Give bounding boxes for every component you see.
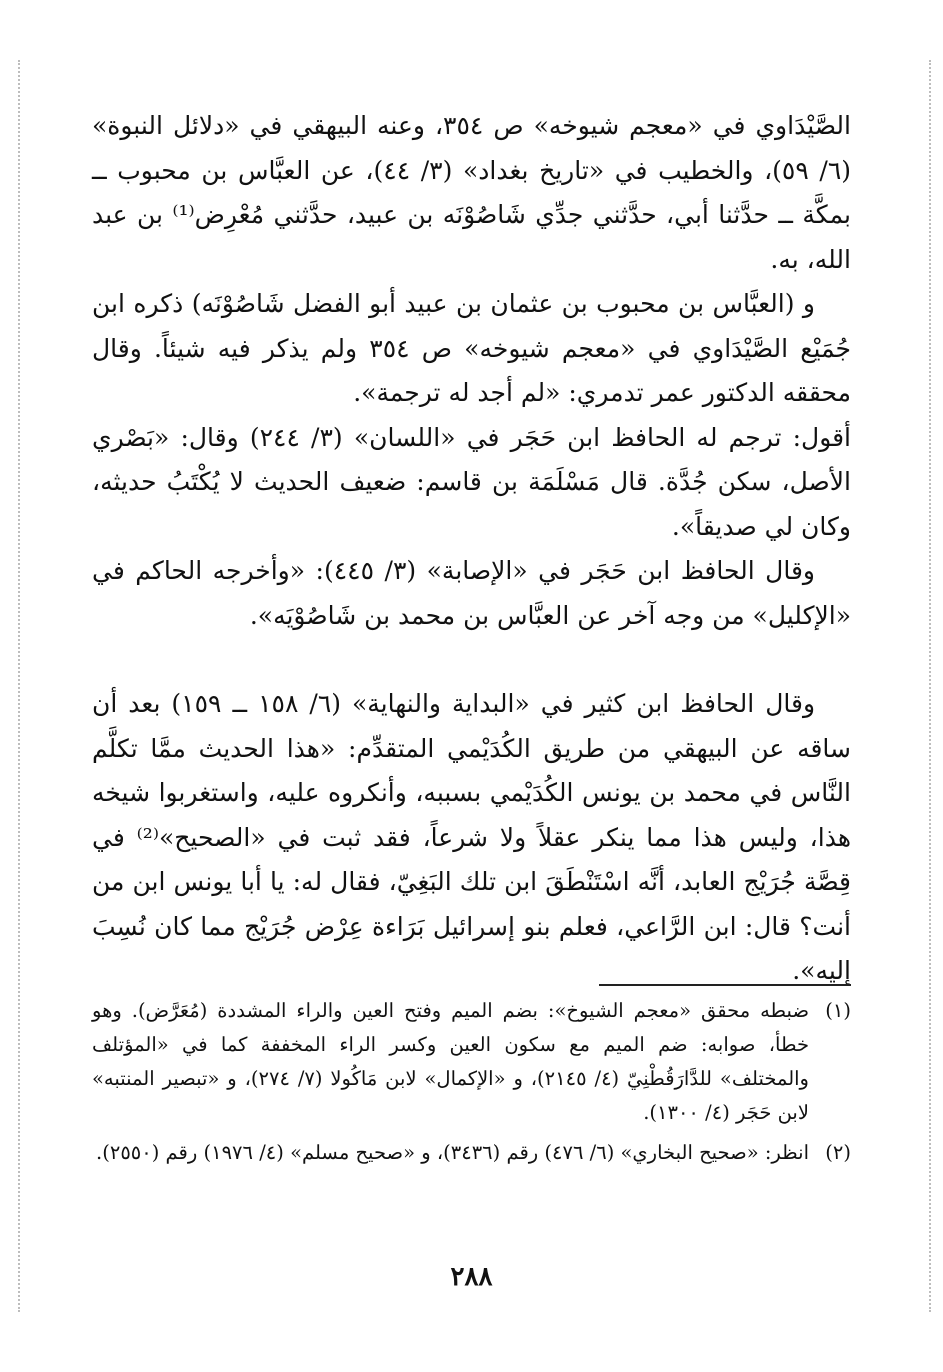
paragraph-gap bbox=[92, 638, 851, 682]
footnotes bbox=[92, 994, 851, 1176]
left-margin-dots bbox=[18, 60, 20, 1312]
footnote-number: (١) bbox=[825, 999, 851, 1022]
footnote-number: (٢) bbox=[825, 1141, 851, 1164]
paragraph-5: وقال الحافظ ابن كثير في «البداية والنهاية» (٦/ ١٥٨ ــ ١٥٩) بعد أن ساقه عن البيهقي من طريق الكُدَيْمي المتقدِّم: «هذا الحديث ممَّا تكلَّم النَّاس في محمد بن يونس الكُدَيْمي بسببه، وأنكروه عليه، واستغربوا شيخه هذا، وليس هذا مما ينكر عقلاً ولا شرعاً، فقد ثبت في «الصحيح»⁽²⁾ في قِصَّة جُرَيْج العابد، أنَّه اسْتَنْطَقَ ابن تلك البَغِيّ، فقال له: يا أبا يونس ابن من أنت؟ قال: ابن الرَّاعي، فعلم بنو إسرائيل بَرَاءة عِرْض جُرَيْج مما كان نُسِبَ إليه». bbox=[92, 689, 852, 985]
paragraph-4: وقال الحافظ ابن حَجَر في «الإصابة» (٣/ ٤٤٥): «وأخرجه الحاكم في «الإكليل» من وجه آخر عن العبَّاس بن محمد بن شَاصُوْيَه». bbox=[92, 556, 851, 630]
paragraph-1: الصَّيْدَاوي في «معجم شيوخه» ص ٣٥٤، وعنه البيهقي في «دلائل النبوة» (٦/ ٥٩)، والخطيب في «تاريخ بغداد» (٣/ ٤٤)، عن العبَّاس بن محبوب ــ بمكَّة ــ حدَّثنا أبي، حدَّثني جدِّي شَاصُوْنَه بن عبيد، حدَّثني مُعْرِض⁽¹⁾ بن عبد الله، به. bbox=[92, 111, 852, 274]
footnote-text: انظر: «صحيح البخاري» (٦/ ٤٧٦) رقم (٣٤٣٦)، و «صحيح مسلم» (٤/ ١٩٧٦) رقم (٢٥٥٠). bbox=[96, 1141, 809, 1164]
paragraph-2: و (العبَّاس بن محبوب بن عثمان بن عبيد أبو الفضل شَاصُوْنَه) ذكره ابن جُمَيْع الصَّيْدَاوي في «معجم شيوخه» ص ٣٥٤ ولم يذكر فيه شيئاً. وقال محققه الدكتور عمر تدمري: «لم أجد له ترجمة». bbox=[92, 289, 852, 407]
main-text bbox=[92, 104, 851, 994]
page-number: ٢٨٨ bbox=[450, 1262, 493, 1292]
footnote-2 bbox=[92, 1136, 851, 1170]
footnote-text: ضبطه محقق «معجم الشيوخ»: بضم الميم وفتح العين والراء المشددة (مُعَرَّض). وهو خطأ، صوابه: ضم الميم مع سكون العين وكسر الراء المخففة كما في «المؤتلف والمختلف» للدَّارَقُطْنِيّ (٤/ ٢١٤٥)، و «الإكمال» لابن مَاكُولا (٧/ ٢٧٤)، و «تبصير المنتبه» لابن حَجَر (٤/ ١٣٠٠). bbox=[92, 999, 809, 1124]
footnote-separator bbox=[599, 984, 851, 986]
paragraph-3: أقول: ترجم له الحافظ ابن حَجَر في «اللسان» (٣/ ٢٤٤) وقال: «بَصْري الأصل، سكن جُدَّة. قال مَسْلَمَة بن قاسم: ضعيف الحديث لا يُكْتَبُ حديثه، وكان لي صديقاً». bbox=[92, 422, 851, 541]
right-margin-dots bbox=[929, 60, 931, 1312]
footnote-1 bbox=[92, 994, 851, 1130]
